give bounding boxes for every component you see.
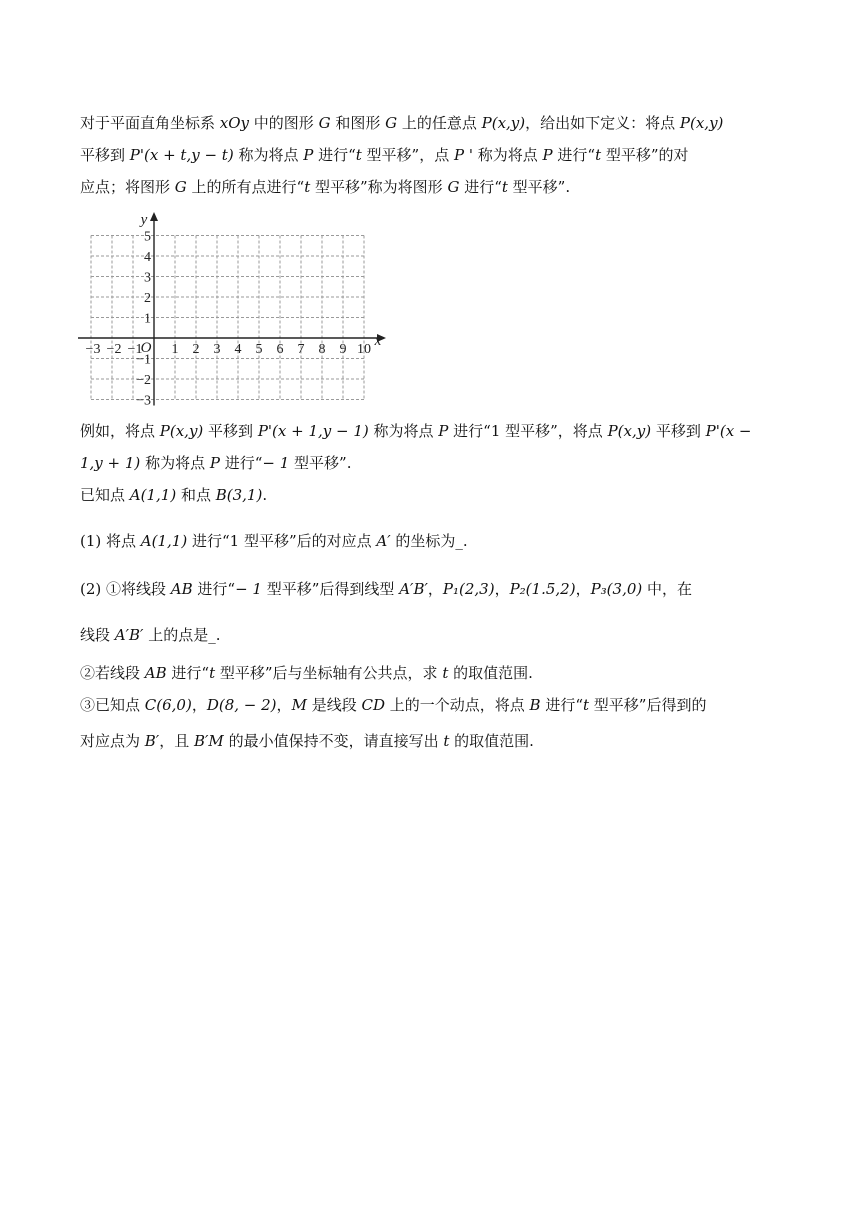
text-segment: 对应点为 — [80, 732, 145, 750]
example-line-1 — [80, 420, 752, 442]
text-segment: 中的图形 — [249, 114, 319, 132]
question-3-cont — [80, 730, 534, 752]
math-expression: P₂(1.5,2) — [509, 580, 576, 598]
math-expression: P(x,y) — [679, 114, 724, 132]
math-expression: t — [355, 146, 362, 164]
text-segment: ， — [575, 580, 591, 598]
text-segment: 平移到 — [651, 422, 706, 440]
text-segment: 进行“ — [540, 696, 583, 714]
math-expression: G — [385, 114, 398, 132]
math-expression: D(8, − 2) — [206, 696, 277, 714]
text-segment: 进行“ — [166, 664, 210, 682]
text-segment: 进行“1 型平移”后的对应点 — [187, 532, 377, 550]
math-expression: A′ — [376, 532, 391, 550]
text-segment: 上的任意点 — [397, 114, 482, 132]
math-expression: t — [595, 146, 602, 164]
text-segment: 进行“1 型平移”，将点 — [448, 422, 608, 440]
text-segment: 已知点 — [80, 486, 130, 504]
text-segment: (2) ①将线段 — [80, 580, 171, 598]
text-segment: 中，在 — [642, 580, 693, 598]
text-segment: 和图形 — [330, 114, 386, 132]
text-segment: 称为将点 — [368, 422, 439, 440]
text-segment: 的最小值保持不变，请直接写出 — [223, 732, 444, 750]
text-segment: 上的所有点进行“ — [186, 178, 305, 196]
text-segment: 称为将点 — [140, 454, 210, 472]
text-segment: ， — [276, 696, 292, 714]
math-expression: P(x,y) — [607, 422, 652, 440]
x-tick-label: −2 — [106, 342, 122, 357]
math-expression: t — [442, 664, 449, 682]
given-points — [80, 484, 267, 506]
y-axis-label: y — [140, 212, 148, 228]
math-expression: P₃(3,0) — [590, 580, 643, 598]
text-segment: 称为将点 — [472, 146, 543, 164]
math-expression: P — [303, 146, 314, 164]
text-segment: 型平移”称为将图形 — [310, 178, 448, 196]
math-expression: P — [438, 422, 449, 440]
text-segment: 例如，将点 — [80, 422, 160, 440]
math-expression: A(1,1) — [129, 486, 177, 504]
math-expression: AB — [170, 580, 193, 598]
question-2-part-1 — [80, 578, 692, 600]
math-expression: − 1 — [262, 454, 290, 472]
x-axis-label: x — [374, 333, 382, 349]
text-segment: 进行“ — [459, 178, 502, 196]
text-segment: 线段 — [80, 626, 115, 644]
text-segment: 进行“ — [313, 146, 356, 164]
math-expression: t — [501, 178, 508, 196]
math-expression: CD — [361, 696, 385, 714]
y-tick-label: −3 — [136, 393, 151, 408]
math-expression: P — [209, 454, 220, 472]
text-segment: 和点 — [176, 486, 216, 504]
math-expression: B′ — [144, 732, 160, 750]
x-tick-label: 1 — [171, 342, 179, 357]
text-segment: ②若线段 — [80, 664, 145, 682]
math-expression: P(x,y) — [481, 114, 526, 132]
text-segment: 型平移”后与坐标轴有公共点，求 — [215, 664, 443, 682]
math-expression: B — [529, 696, 541, 714]
math-expression: t — [583, 696, 590, 714]
text-segment: ， — [427, 580, 443, 598]
x-tick-label: 8 — [318, 342, 326, 357]
text-segment: 型平移”. — [507, 178, 571, 196]
math-expression: A′B′ — [399, 580, 428, 598]
origin-label: O — [140, 340, 152, 356]
text-segment: 的坐标为_. — [390, 532, 468, 550]
math-expression: B′M — [194, 732, 224, 750]
problem-line-3 — [80, 176, 570, 198]
text-segment: 平移到 — [80, 146, 130, 164]
text-segment: (1) 将点 — [80, 532, 141, 550]
text-segment: ，给出如下定义：将点 — [525, 114, 680, 132]
text-segment: 型平移”. — [289, 454, 352, 472]
text-segment: 型平移”，点 — [361, 146, 454, 164]
problem-line-2 — [80, 144, 689, 166]
text-segment: 型平移”后得到的 — [589, 696, 707, 714]
text-segment: 上的一个动点，将点 — [384, 696, 530, 714]
math-expression: t — [209, 664, 216, 682]
question-1 — [80, 530, 468, 552]
math-expression: M — [291, 696, 307, 714]
x-tick-label: 4 — [234, 342, 242, 357]
math-expression: B(3,1) — [215, 486, 263, 504]
math-expression: G — [174, 178, 187, 196]
question-2-part-2 — [80, 662, 533, 684]
math-expression: P₁(2,3) — [442, 580, 495, 598]
x-tick-label: 3 — [213, 342, 221, 357]
x-tick-label: −3 — [85, 342, 101, 357]
text-segment: 型平移”后得到线型 — [261, 580, 400, 598]
text-segment: . — [262, 486, 268, 504]
y-tick-label: 1 — [144, 311, 151, 327]
example-line-2 — [80, 452, 351, 474]
grid-lines — [91, 236, 364, 400]
axes — [78, 212, 386, 406]
text-segment: 的取值范围. — [448, 664, 533, 682]
math-expression: P ' — [454, 146, 473, 164]
math-expression: t — [443, 732, 450, 750]
text-segment: 进行“ — [192, 580, 236, 598]
text-segment: 应点；将图形 — [80, 178, 175, 196]
x-tick-label: 9 — [339, 342, 347, 357]
math-expression: P(x,y) — [159, 422, 204, 440]
text-segment: ， — [494, 580, 510, 598]
text-segment: 型平移”的对 — [601, 146, 689, 164]
math-expression: P'(x + 1,y − 1) — [257, 422, 369, 440]
math-expression: C(6,0) — [144, 696, 192, 714]
math-expression: − 1 — [235, 580, 262, 598]
x-tick-label: −1 — [127, 342, 143, 357]
math-expression: P — [542, 146, 553, 164]
y-tick-label: 4 — [144, 250, 151, 265]
text-segment: ， — [191, 696, 207, 714]
x-tick-label: 7 — [297, 342, 305, 357]
math-expression: t — [304, 178, 311, 196]
text-segment: 是线段 — [306, 696, 362, 714]
x-tick-label: 6 — [276, 342, 284, 357]
text-segment: 平移到 — [203, 422, 258, 440]
y-axis-arrow — [150, 212, 158, 221]
y-tick-label: 5 — [144, 229, 151, 245]
math-expression: P'(x − — [705, 422, 752, 440]
question-3 — [80, 694, 706, 716]
y-tick-label: 2 — [144, 291, 151, 306]
text-segment: 的取值范围. — [449, 732, 534, 750]
math-expression: xOy — [219, 114, 250, 132]
text-segment: 进行“ — [219, 454, 263, 472]
text-segment: 称为将点 — [233, 146, 304, 164]
math-expression: A(1,1) — [140, 532, 188, 550]
math-expression: 1,y + 1) — [80, 454, 141, 472]
problem-line-1 — [80, 112, 723, 134]
text-segment: ，且 — [159, 732, 194, 750]
math-expression: G — [318, 114, 331, 132]
y-tick-label: −2 — [136, 373, 151, 388]
y-tick-label: 3 — [144, 270, 151, 286]
x-tick-label: 5 — [255, 342, 263, 357]
text-segment: 对于平面直角坐标系 — [80, 114, 220, 132]
math-expression: AB — [144, 664, 167, 682]
text-segment: ③已知点 — [80, 696, 145, 714]
math-expression: P'(x + t,y − t) — [129, 146, 234, 164]
math-expression: G — [447, 178, 460, 196]
x-tick-label: 10 — [357, 342, 371, 357]
coordinate-grid — [76, 208, 396, 408]
question-2-part-1-cont — [80, 624, 221, 646]
x-tick-label: 2 — [192, 342, 200, 357]
text-segment: 进行“ — [552, 146, 596, 164]
text-segment: 上的点是_. — [143, 626, 221, 644]
math-expression: A′B′ — [114, 626, 144, 644]
y-tick-label: −1 — [136, 352, 151, 368]
